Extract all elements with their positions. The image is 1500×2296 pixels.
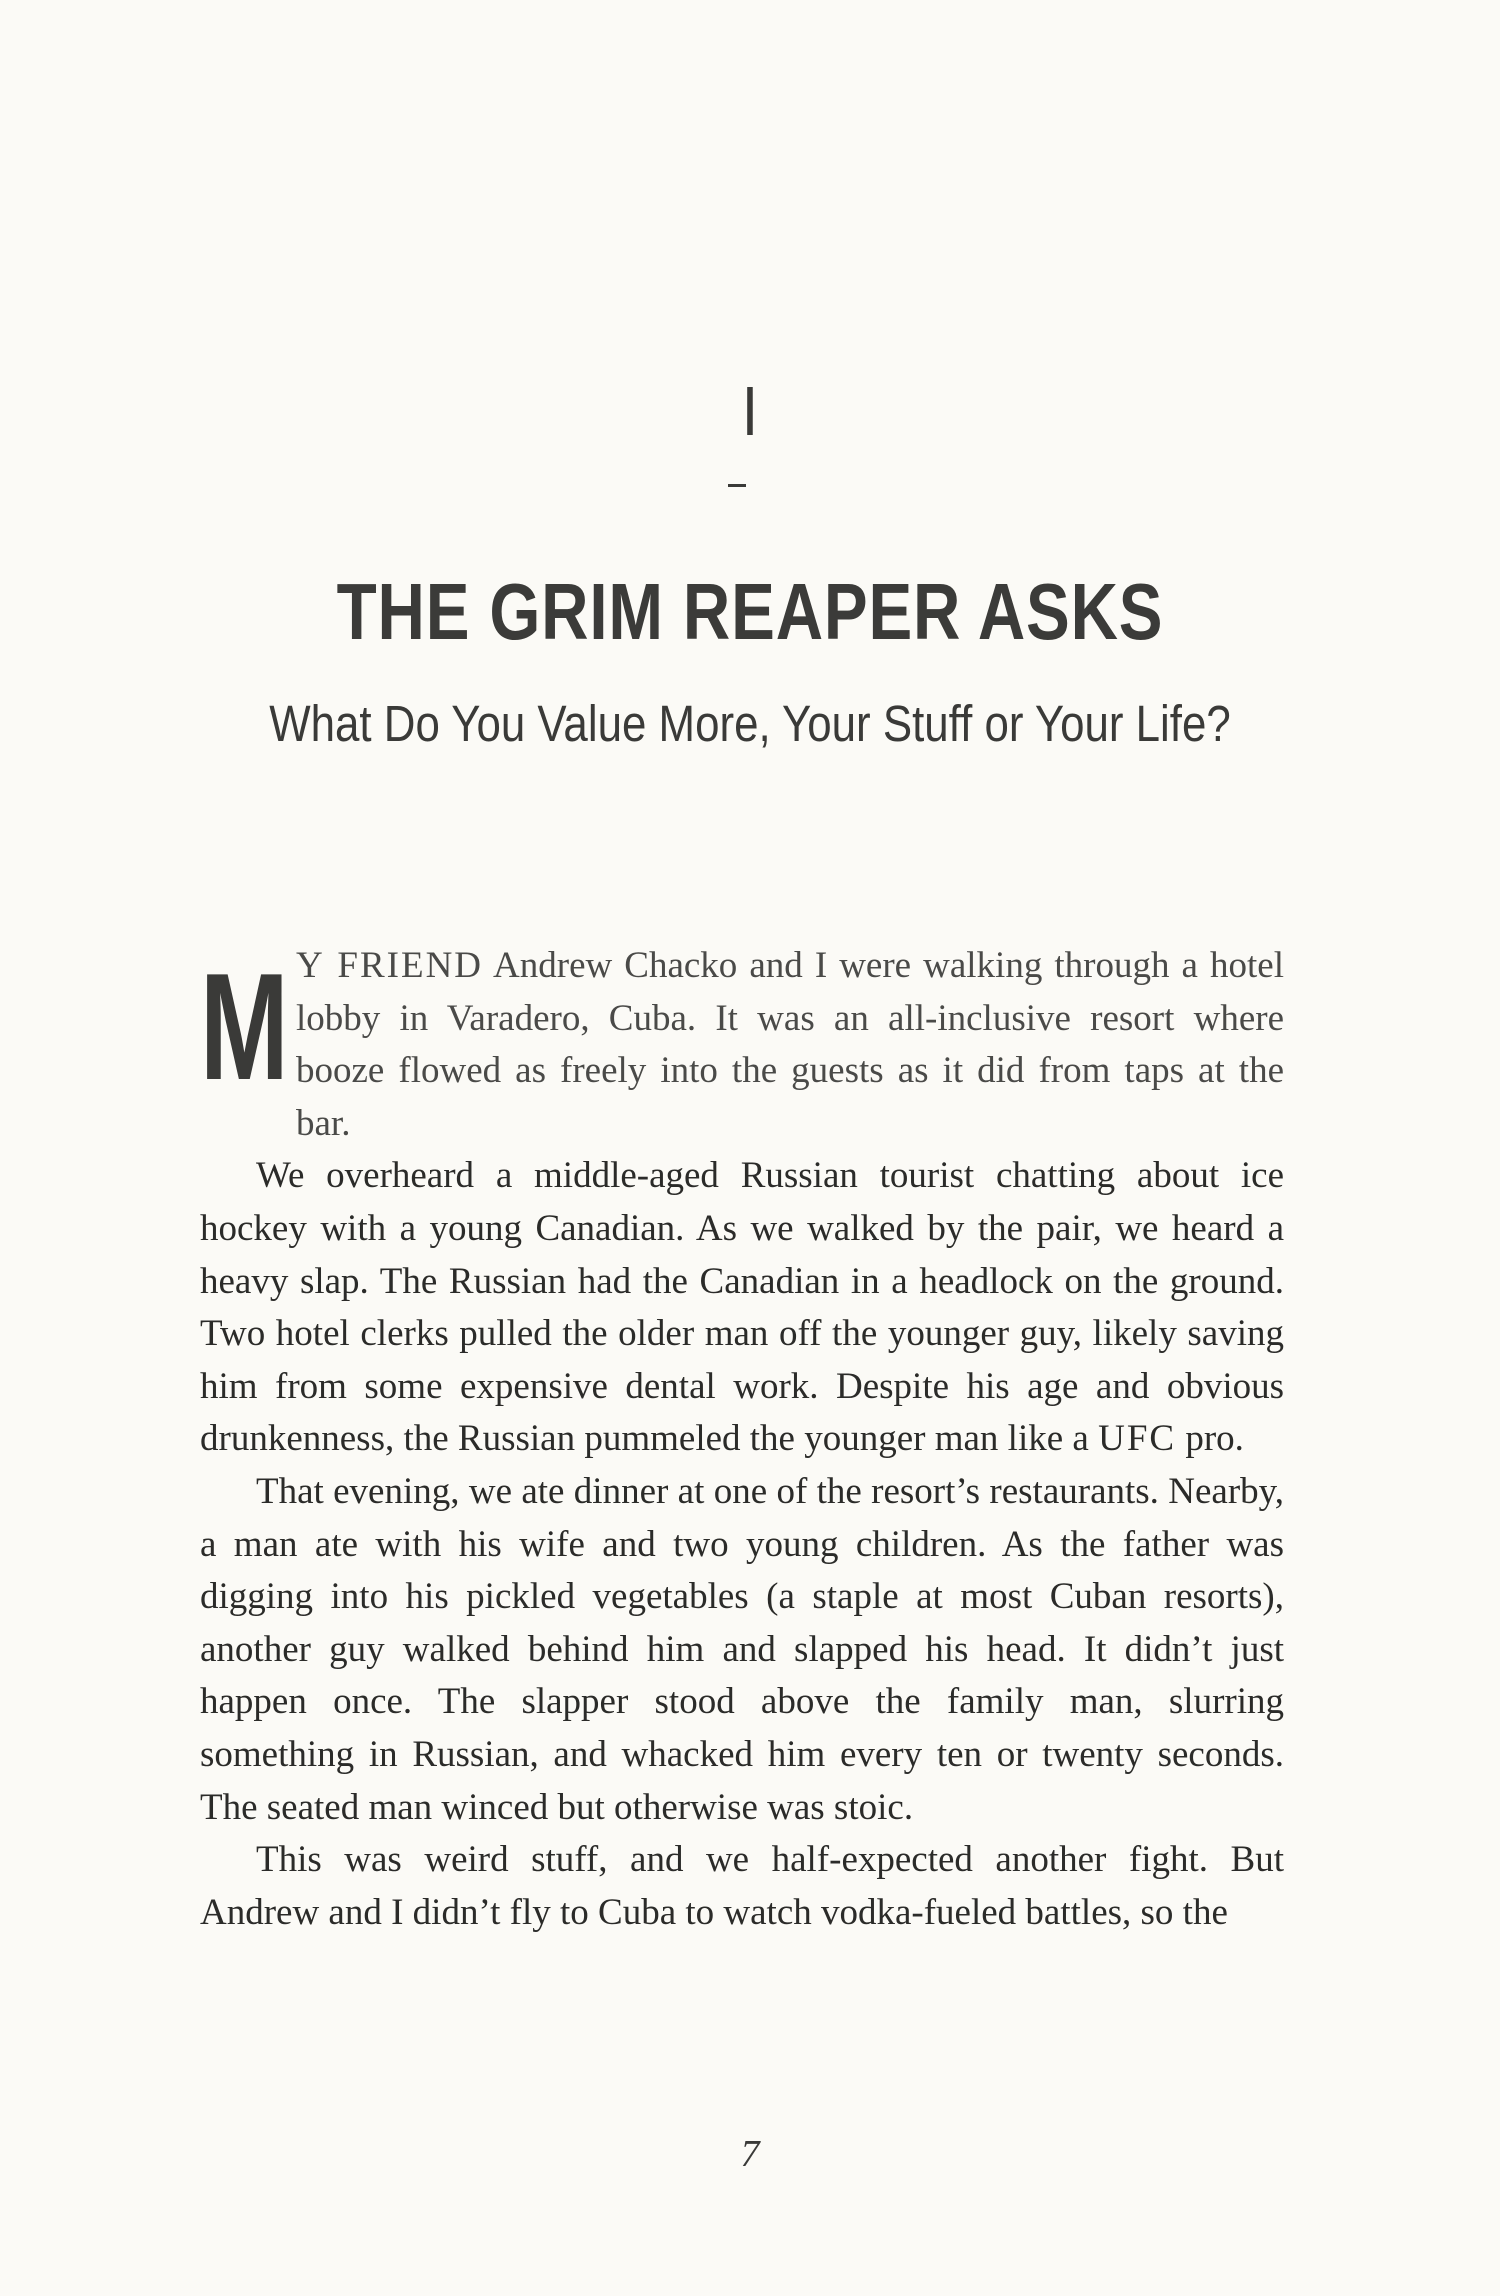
opening-paragraph [200, 940, 1284, 1150]
paragraph: That evening, we ate dinner at one of the resort’s restaurants. Nearby, a man ate with his wife and two young children. As the father was digging into his pickled vegetables (a staple at most Cuban resorts), another guy walked behind him and slapped his head. It didn’t just happen once. The slapper stood above the family man, slurring something in Russian, and whacked him every ten or twenty seconds. The seated man winced but otherwise was stoic. [200, 1470, 1284, 1828]
paragraph-text: We overheard a middle-aged Russian tourist chatting about ice hockey with a young Canadian. As we walked by the pair, we heard a heavy slap. The Russian had the Canadian in a headlock on the ground. Two hotel clerks pulled the older man off the younger guy, likely saving him from some expensive dental work. Despite his age and obvious drunkenness, the Russian pummeled the younger man like a [200, 1155, 1284, 1460]
lead-in: Y FRIEND [296, 945, 484, 986]
paragraph: This was weird stuff, and we half-expected another fight. But Andrew and I didn’t fly to Cuba to watch vodka-fueled battles, so the [200, 1839, 1284, 1933]
drop-cap: M [200, 942, 289, 1112]
paragraph [200, 1150, 1284, 1466]
chapter-title: THE GRIM REAPER ASKS [336, 567, 1164, 656]
body-text [200, 940, 1284, 1939]
chapter-subtitle: What Do You Value More, Your Stuff or Your Life? [269, 695, 1231, 752]
abbreviation: UFC [1098, 1418, 1177, 1460]
paragraph-text: pro. [1176, 1418, 1244, 1460]
chapter-number: I [744, 372, 756, 450]
page-number: 7 [740, 2133, 760, 2175]
chapter-number-underline [728, 484, 746, 487]
opening-text: Andrew Chacko and I were walking through a hotel lobby in Varadero, Cuba. It was an all-inclusive resort where booze flowed as freely into the guests as it did from taps at the bar. [296, 945, 1284, 1144]
